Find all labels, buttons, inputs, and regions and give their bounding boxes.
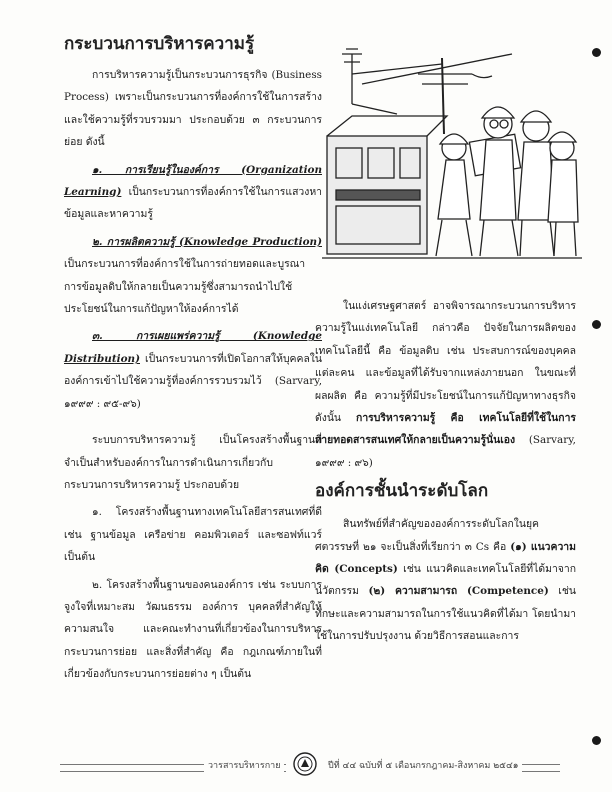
section-title-km-process: กระบวนการบริหารความรู้ [64, 34, 255, 54]
page-footer [0, 752, 612, 778]
process-item-1 [64, 159, 322, 226]
economics-text: ในแง่เศรษฐศาสตร์ อาจพิจารณากระบวนการบริหารความรู้ในแง่เทคโนโลยี กล่าวคือ ปัจจัยในการผลิตของเทคโนโลยีนี้ คือ ข้อมูลดิบ เช่น ประสบการณ์ของบุคคลแต่ละคน และข้อมูลที่ได้รับจากแหล่งภายนอก ในขณะที่ผลผลิต คือ ความรู้ที่มีประโยชน์ในการแก้ปัญหาทางธุรกิจ ดังนั้น [315, 300, 576, 425]
process-item-3-label: ๓. การเผยแพร่ความรู้ (Knowledge Distribution) [64, 330, 322, 365]
left-column [64, 32, 322, 691]
process-item-2-text: เป็นกระบวนการที่องค์การใช้ในการถ่ายทอดและบูรณาการข้อมูลดิบให้กลายเป็นความรู้ซึ่งสามารถนำไปใช้ประโยชน์ในการแก้ปัญหาให้องค์การได้ [64, 258, 306, 316]
world-class-text-b: เช่น แนวคิดและเทคโนโลยีที่ได้มาจากนวัตกรรม [315, 563, 576, 598]
intro-paragraph: การบริหารความรู้เป็นกระบวนการธุรกิจ (Business Process) เพราะเป็นกระบวนการที่องค์การใช้ในการสร้างและใช้ความรู้ที่รวบรวมมา ประกอบด้วย ๓ กระบวนการย่อย ดังนี้ [64, 69, 322, 149]
economics-paragraph [315, 295, 576, 474]
footer-journal-name: วารสารบริหารกาย [204, 758, 284, 772]
system-item-1: ๑. โครงสร้างพื้นฐานทางเทคโนโลยีสารสนเทศที่ดี เช่น ฐานข้อมูล เครือข่าย คอมพิวเตอร์ และซอฟท์แวร์ เป็นต้น [64, 506, 322, 564]
right-column [315, 295, 576, 653]
process-item-3 [64, 325, 322, 415]
process-item-3-text: เป็นกระบวนการที่เปิดโอกาสให้บุคคลในองค์การเข้าไปใช้ความรู้ที่องค์การรวบรวมไว้ (Sarvary, ๑๙๙๙ : ๙๕-๙๖) [64, 352, 322, 410]
process-item-1-label: ๑. การเรียนรู้ในองค์การ (Organization Learning) [64, 163, 322, 199]
economics-emphasis: การบริหารความรู้ คือ เทคโนโลยีที่ใช้ในการถ่ายทอดสารสนเทศให้กลายเป็นความรู้นั่นเอง [315, 412, 576, 447]
system-item-2: ๒. โครงสร้างพื้นฐานของคนองค์การ เช่น ระบบการจูงใจที่เหมาะสม วัฒนธรรม องค์การ บุคคลที่สำคัญให้ความสนใจ และคณะทำงานที่เกี่ยวข้องในการบริหารกระบวนการย่อย และสิ่งที่สำคัญ คือ กฎเกณฑ์ภายในที่เกี่ยวข้องกับกระบวนการย่อยต่าง ๆ เป็นต้น [64, 578, 322, 681]
margin-bullet-bottom [592, 736, 601, 745]
cartoon-illustration [322, 44, 582, 280]
journal-logo-icon [293, 752, 317, 776]
economics-citation: (Sarvary, ๑๙๙๙ : ๙๖) [315, 434, 576, 469]
world-class-text-a: สินทรัพย์ที่สำคัญขององค์การระดับโลกในยุคศตวรรษที่ ๒๑ จะเป็นสิ่งที่เรียกว่า ๓ Cs คือ [315, 518, 539, 553]
system-intro-paragraph: ระบบการบริหารความรู้ เป็นโครงสร้างพื้นฐานที่จำเป็นสำหรับองค์การในการดำเนินการเกี่ยวกับกระบวนการบริหารความรู้ ประกอบด้วย [64, 434, 322, 491]
concepts-term: (๑) แนวความคิด (Concepts) [315, 540, 576, 576]
process-item-2-label: ๒. การผลิตความรู้ (Knowledge Production) [92, 235, 322, 248]
process-item-1-text: เป็นกระบวนการที่องค์การใช้ในการแสวงหาข้อมูลและหาความรู้ [64, 186, 322, 221]
margin-bullet-middle [592, 320, 601, 329]
margin-bullet-top [592, 48, 601, 57]
section-title-world-class: องค์การชั้นนำระดับโลก [315, 481, 489, 502]
process-item-2 [64, 231, 322, 321]
competence-term: (๒) ความสามารถ (Competence) [368, 585, 549, 598]
world-class-text-c: เช่น ทักษะและความสามารถในการใช้แนวคิดที่ได้มา โดยนำมาใช้ในการปรับปรุงงาน ด้วยวิธีการสอนและการ [315, 585, 576, 643]
footer-issue-info: ปีที่ ๔๔ ฉบับที่ ๕ เดือนกรกฎาคม-สิงหาคม ๒๕๔๑ [324, 758, 522, 772]
world-class-paragraph [315, 513, 576, 647]
